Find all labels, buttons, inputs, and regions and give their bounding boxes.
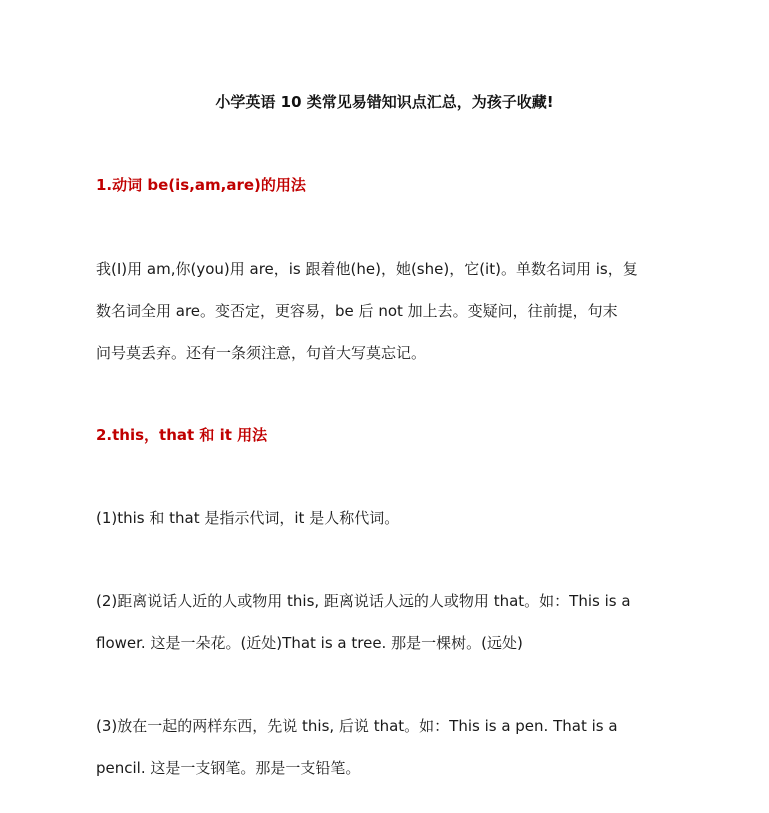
- paragraph-line: pencil. 这是一支钢笔。那是一支铅笔。: [96, 759, 361, 777]
- paragraph-line: (3)放在一起的两样东西，先说 this, 后说 that。如：This is a pen. That is a: [96, 717, 618, 735]
- paragraph-line: 我(I)用 am,你(you)用 are，is 跟着他(he)，她(she)，它(it)。单数名词用 is，复: [96, 260, 638, 278]
- section-heading-this-that-it: 2.this，that 和 it 用法: [96, 426, 268, 444]
- document-title: 小学英语 10 类常见易错知识点汇总，为孩子收藏!: [215, 93, 554, 111]
- paragraph-point-1: [96, 497, 656, 539]
- paragraph-line: (1)this 和 that 是指示代词，it 是人称代词。: [96, 509, 400, 527]
- paragraph-line: 数名词全用 are。变否定，更容易，be 后 not 加上去。变疑问，往前提，句末: [96, 302, 618, 320]
- section-heading-be-verb: 1.动词 be(is,am,are)的用法: [96, 176, 306, 194]
- paragraph-point-3: [96, 705, 656, 789]
- paragraph-point-2: [96, 580, 656, 664]
- paragraph-be-verb-rhyme: [96, 248, 656, 374]
- paragraph-line: 问号莫丢弃。还有一条须注意，句首大写莫忘记。: [96, 344, 427, 362]
- paragraph-line: flower. 这是一朵花。(近处)That is a tree. 那是一棵树。(远处): [96, 634, 523, 652]
- paragraph-line: (2)距离说话人近的人或物用 this, 距离说话人远的人或物用 that。如：This is a: [96, 592, 631, 610]
